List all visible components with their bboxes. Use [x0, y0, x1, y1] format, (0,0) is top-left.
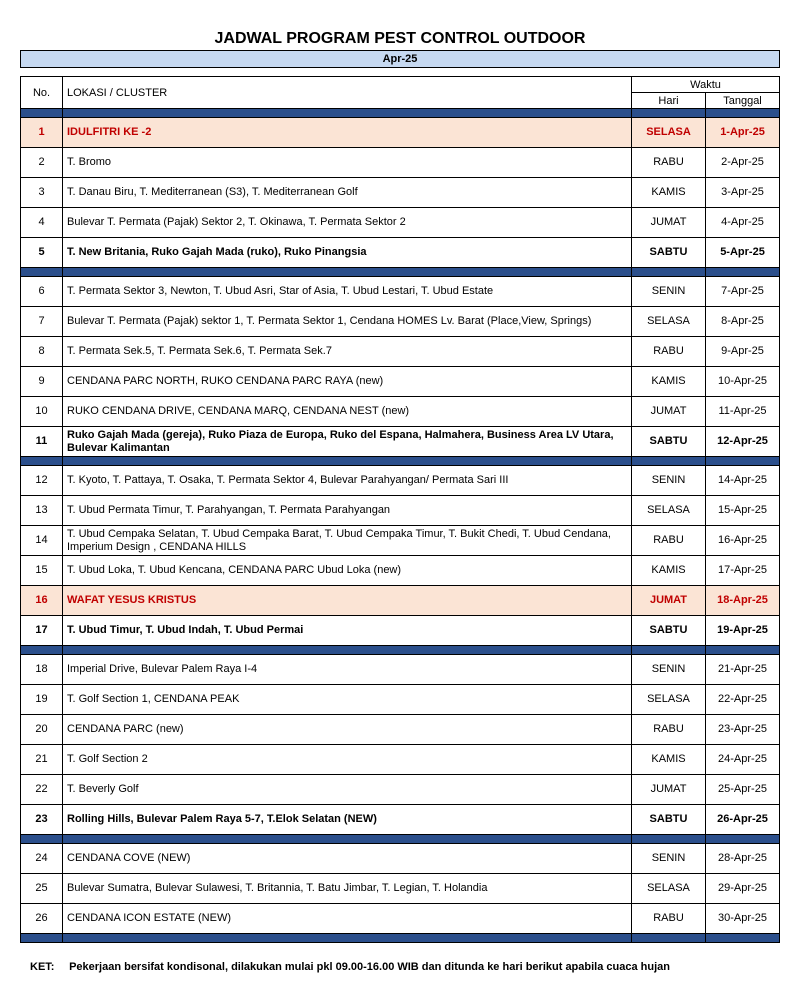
row-no: 18	[21, 655, 63, 685]
row-hari: RABU	[632, 337, 706, 367]
row-no: 6	[21, 277, 63, 307]
table-row	[21, 526, 780, 556]
row-hari: KAMIS	[632, 745, 706, 775]
row-no: 21	[21, 745, 63, 775]
row-lokasi: Bulevar T. Permata (Pajak) Sektor 2, T. Okinawa, T. Permata Sektor 2	[63, 208, 632, 238]
row-hari: SENIN	[632, 655, 706, 685]
row-no: 13	[21, 496, 63, 526]
row-no: 23	[21, 805, 63, 835]
table-row	[21, 685, 780, 715]
row-hari: JUMAT	[632, 208, 706, 238]
separator-cell	[632, 646, 706, 655]
table-row	[21, 655, 780, 685]
separator-cell	[632, 934, 706, 943]
row-no: 22	[21, 775, 63, 805]
header-no: No.	[21, 77, 63, 109]
row-hari: SELASA	[632, 874, 706, 904]
row-hari: SENIN	[632, 277, 706, 307]
week-separator	[21, 646, 780, 655]
separator-cell	[63, 934, 632, 943]
table-row	[21, 178, 780, 208]
row-no: 8	[21, 337, 63, 367]
row-lokasi: Rolling Hills, Bulevar Palem Raya 5-7, T.Elok Selatan (NEW)	[63, 805, 632, 835]
row-hari: RABU	[632, 148, 706, 178]
row-tanggal: 29-Apr-25	[706, 874, 780, 904]
table-row	[21, 427, 780, 457]
row-hari: JUMAT	[632, 586, 706, 616]
row-no: 5	[21, 238, 63, 268]
row-tanggal: 9-Apr-25	[706, 337, 780, 367]
table-row	[21, 307, 780, 337]
row-lokasi: Imperial Drive, Bulevar Palem Raya I-4	[63, 655, 632, 685]
row-hari: SELASA	[632, 496, 706, 526]
row-no: 7	[21, 307, 63, 337]
row-lokasi: T. New Britania, Ruko Gajah Mada (ruko), Ruko Pinangsia	[63, 238, 632, 268]
table-row	[21, 466, 780, 496]
row-no: 2	[21, 148, 63, 178]
separator-cell	[632, 457, 706, 466]
row-lokasi: CENDANA PARC NORTH, RUKO CENDANA PARC RAYA (new)	[63, 367, 632, 397]
week-separator	[21, 268, 780, 277]
row-lokasi: T. Ubud Cempaka Selatan, T. Ubud Cempaka Barat, T. Ubud Cempaka Timur, T. Bukit Chedi, T. Ubud Cendana, Imperium Design , CENDANA HILLS	[63, 526, 632, 556]
week-separator	[21, 109, 780, 118]
header-hari: Hari	[632, 93, 706, 109]
footnote-text: Pekerjaan bersifat kondisonal, dilakukan mulai pkl 09.00-16.00 WIB dan ditunda ke hari berikut apabila cuaca hujan	[69, 961, 670, 973]
separator-cell	[63, 835, 632, 844]
row-hari: RABU	[632, 715, 706, 745]
row-hari: SABTU	[632, 805, 706, 835]
table-row	[21, 586, 780, 616]
table-row	[21, 337, 780, 367]
row-hari: JUMAT	[632, 397, 706, 427]
row-hari: SABTU	[632, 616, 706, 646]
row-lokasi: Bulevar T. Permata (Pajak) sektor 1, T. Permata Sektor 1, Cendana HOMES Lv. Barat (Place,View, Springs)	[63, 307, 632, 337]
schedule-table	[20, 76, 780, 943]
separator-cell	[21, 109, 63, 118]
row-lokasi: T. Ubud Loka, T. Ubud Kencana, CENDANA PARC Ubud Loka (new)	[63, 556, 632, 586]
separator-cell	[632, 268, 706, 277]
row-hari: KAMIS	[632, 178, 706, 208]
row-tanggal: 8-Apr-25	[706, 307, 780, 337]
row-no: 9	[21, 367, 63, 397]
separator-cell	[706, 268, 780, 277]
row-no: 19	[21, 685, 63, 715]
row-tanggal: 5-Apr-25	[706, 238, 780, 268]
row-hari: KAMIS	[632, 556, 706, 586]
row-no: 1	[21, 118, 63, 148]
row-lokasi: CENDANA COVE (NEW)	[63, 844, 632, 874]
row-tanggal: 23-Apr-25	[706, 715, 780, 745]
row-lokasi: T. Permata Sek.5, T. Permata Sek.6, T. Permata Sek.7	[63, 337, 632, 367]
separator-cell	[632, 109, 706, 118]
row-lokasi: T. Golf Section 1, CENDANA PEAK	[63, 685, 632, 715]
separator-cell	[706, 109, 780, 118]
table-row	[21, 805, 780, 835]
month-header: Apr-25	[20, 50, 780, 68]
schedule-body	[21, 109, 780, 943]
separator-cell	[21, 268, 63, 277]
row-tanggal: 19-Apr-25	[706, 616, 780, 646]
table-row	[21, 616, 780, 646]
footnote-key: KET:	[30, 961, 55, 973]
row-no: 11	[21, 427, 63, 457]
row-tanggal: 14-Apr-25	[706, 466, 780, 496]
row-hari: KAMIS	[632, 367, 706, 397]
row-tanggal: 22-Apr-25	[706, 685, 780, 715]
header-tanggal: Tanggal	[706, 93, 780, 109]
row-tanggal: 10-Apr-25	[706, 367, 780, 397]
row-hari: RABU	[632, 526, 706, 556]
row-tanggal: 3-Apr-25	[706, 178, 780, 208]
week-separator	[21, 457, 780, 466]
row-tanggal: 7-Apr-25	[706, 277, 780, 307]
row-lokasi: CENDANA ICON ESTATE (NEW)	[63, 904, 632, 934]
row-tanggal: 30-Apr-25	[706, 904, 780, 934]
row-hari: SENIN	[632, 844, 706, 874]
row-tanggal: 2-Apr-25	[706, 148, 780, 178]
table-row	[21, 775, 780, 805]
row-hari: JUMAT	[632, 775, 706, 805]
separator-cell	[706, 646, 780, 655]
separator-cell	[632, 835, 706, 844]
row-lokasi: IDULFITRI KE -2	[63, 118, 632, 148]
separator-cell	[21, 934, 63, 943]
row-lokasi: T. Ubud Timur, T. Ubud Indah, T. Ubud Permai	[63, 616, 632, 646]
table-row	[21, 904, 780, 934]
table-row	[21, 715, 780, 745]
row-tanggal: 24-Apr-25	[706, 745, 780, 775]
separator-cell	[21, 646, 63, 655]
row-tanggal: 16-Apr-25	[706, 526, 780, 556]
row-tanggal: 12-Apr-25	[706, 427, 780, 457]
separator-cell	[21, 835, 63, 844]
header-lokasi: LOKASI / CLUSTER	[63, 77, 632, 109]
table-row	[21, 556, 780, 586]
footnote	[30, 961, 670, 973]
row-tanggal: 26-Apr-25	[706, 805, 780, 835]
row-no: 15	[21, 556, 63, 586]
row-no: 26	[21, 904, 63, 934]
row-lokasi: T. Kyoto, T. Pattaya, T. Osaka, T. Permata Sektor 4, Bulevar Parahyangan/ Permata Sari III	[63, 466, 632, 496]
row-no: 20	[21, 715, 63, 745]
row-lokasi: WAFAT YESUS KRISTUS	[63, 586, 632, 616]
row-hari: SELASA	[632, 307, 706, 337]
row-tanggal: 25-Apr-25	[706, 775, 780, 805]
table-row	[21, 844, 780, 874]
header-waktu: Waktu	[632, 77, 780, 93]
row-no: 24	[21, 844, 63, 874]
row-hari: SELASA	[632, 685, 706, 715]
row-lokasi: T. Golf Section 2	[63, 745, 632, 775]
row-tanggal: 15-Apr-25	[706, 496, 780, 526]
row-lokasi: T. Bromo	[63, 148, 632, 178]
row-tanggal: 1-Apr-25	[706, 118, 780, 148]
row-no: 10	[21, 397, 63, 427]
row-lokasi: T. Ubud Permata Timur, T. Parahyangan, T. Permata Parahyangan	[63, 496, 632, 526]
row-hari: SELASA	[632, 118, 706, 148]
row-lokasi: CENDANA PARC (new)	[63, 715, 632, 745]
row-tanggal: 21-Apr-25	[706, 655, 780, 685]
row-tanggal: 18-Apr-25	[706, 586, 780, 616]
table-row	[21, 874, 780, 904]
separator-cell	[706, 934, 780, 943]
table-row	[21, 397, 780, 427]
row-hari: SABTU	[632, 427, 706, 457]
row-hari: RABU	[632, 904, 706, 934]
separator-cell	[706, 835, 780, 844]
separator-cell	[63, 457, 632, 466]
table-row	[21, 238, 780, 268]
row-lokasi: Ruko Gajah Mada (gereja), Ruko Piaza de Europa, Ruko del Espana, Halmahera, Business Area LV Utara, Bulevar Kalimantan	[63, 427, 632, 457]
row-tanggal: 11-Apr-25	[706, 397, 780, 427]
row-no: 4	[21, 208, 63, 238]
row-hari: SABTU	[632, 238, 706, 268]
week-separator	[21, 835, 780, 844]
separator-cell	[63, 268, 632, 277]
row-no: 16	[21, 586, 63, 616]
separator-cell	[63, 646, 632, 655]
table-row	[21, 277, 780, 307]
separator-cell	[21, 457, 63, 466]
row-lokasi: T. Danau Biru, T. Mediterranean (S3), T. Mediterranean Golf	[63, 178, 632, 208]
row-lokasi: Bulevar Sumatra, Bulevar Sulawesi, T. Britannia, T. Batu Jimbar, T. Legian, T. Holandia	[63, 874, 632, 904]
separator-cell	[706, 457, 780, 466]
row-hari: SENIN	[632, 466, 706, 496]
row-no: 12	[21, 466, 63, 496]
separator-cell	[63, 109, 632, 118]
row-no: 25	[21, 874, 63, 904]
table-row	[21, 367, 780, 397]
row-tanggal: 28-Apr-25	[706, 844, 780, 874]
row-no: 17	[21, 616, 63, 646]
week-separator	[21, 934, 780, 943]
row-tanggal: 4-Apr-25	[706, 208, 780, 238]
page-title: JADWAL PROGRAM PEST CONTROL OUTDOOR	[214, 30, 586, 47]
row-no: 3	[21, 178, 63, 208]
table-row	[21, 496, 780, 526]
row-lokasi: RUKO CENDANA DRIVE, CENDANA MARQ, CENDANA NEST (new)	[63, 397, 632, 427]
row-lokasi: T. Beverly Golf	[63, 775, 632, 805]
table-row	[21, 118, 780, 148]
table-row	[21, 745, 780, 775]
table-row	[21, 208, 780, 238]
row-tanggal: 17-Apr-25	[706, 556, 780, 586]
table-row	[21, 148, 780, 178]
row-no: 14	[21, 526, 63, 556]
row-lokasi: T. Permata Sektor 3, Newton, T. Ubud Asri, Star of Asia, T. Ubud Lestari, T. Ubud Estate	[63, 277, 632, 307]
